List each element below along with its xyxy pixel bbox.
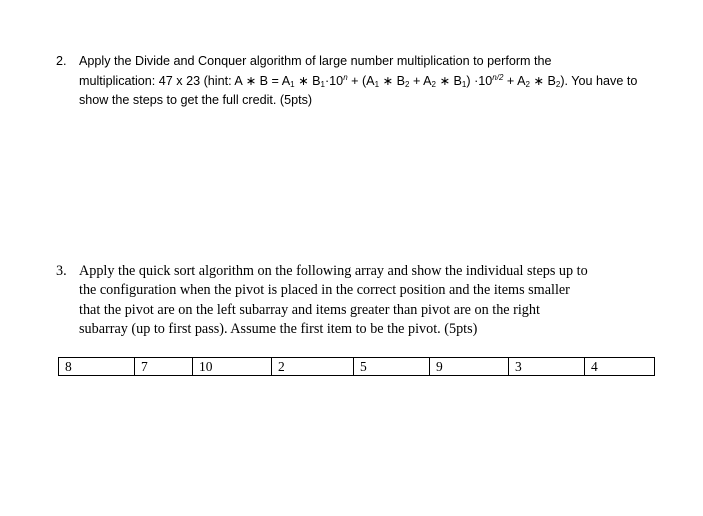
array-cell: 9 bbox=[430, 358, 509, 375]
hint-text: + A bbox=[503, 73, 526, 88]
question-3-line-4: subarray (up to first pass). Assume the first item to be the pivot. (5pts) bbox=[79, 321, 478, 338]
hint-text: ∗ B bbox=[294, 73, 321, 88]
question-3-line-1: Apply the quick sort algorithm on the following array and show the individual steps up to bbox=[79, 263, 588, 279]
question-3 bbox=[56, 262, 666, 340]
question-3-text bbox=[79, 262, 666, 340]
question-2-number: 2. bbox=[56, 54, 67, 68]
array-cell: 3 bbox=[509, 358, 585, 375]
superscript: n/2 bbox=[492, 72, 504, 82]
question-3-number: 3. bbox=[56, 263, 67, 279]
question-2-line-2 bbox=[79, 72, 656, 92]
hint-text: ). You have to bbox=[560, 73, 638, 88]
array-cell: 4 bbox=[591, 359, 598, 374]
hint-text: + A bbox=[409, 73, 432, 88]
hint-text: ∗ B bbox=[435, 73, 462, 88]
hint-text: + (A bbox=[347, 73, 375, 88]
hint-text: multiplication: 47 x 23 (hint: A ∗ B = A bbox=[79, 73, 291, 88]
subscript: 2 bbox=[405, 79, 410, 89]
array-cell: 10 bbox=[193, 358, 272, 375]
array-cell: 7 bbox=[135, 358, 193, 375]
question-3-line-3: that the pivot are on the left subarray and items greater than pivot are on the right bbox=[79, 301, 540, 318]
array-cell: 8 bbox=[59, 358, 135, 375]
array-table bbox=[58, 357, 655, 376]
question-2-text bbox=[79, 52, 656, 111]
hint-text: ∗ B bbox=[529, 73, 556, 88]
question-2 bbox=[56, 52, 656, 111]
subscript: 1 bbox=[320, 79, 325, 89]
subscript: 2 bbox=[525, 79, 530, 89]
subscript: 2 bbox=[555, 79, 561, 89]
question-2-line-1: Apply the Divide and Conquer algorithm of large number multiplication to perform the bbox=[79, 54, 552, 68]
question-3-line-2: the configuration when the pivot is placed in the correct position and the items smaller bbox=[79, 282, 570, 299]
array-cell: 2 bbox=[272, 358, 354, 375]
hint-text: ∗ B bbox=[379, 73, 405, 88]
array-cell: 5 bbox=[354, 358, 430, 375]
hint-text: ·10 bbox=[324, 73, 344, 88]
question-2-line-3: show the steps to get the full credit. (5pts) bbox=[79, 93, 313, 107]
subscript: 1 bbox=[461, 79, 467, 89]
superscript: n bbox=[343, 72, 348, 82]
hint-text: ) ·10 bbox=[466, 73, 493, 88]
subscript: 1 bbox=[290, 79, 295, 89]
subscript: 1 bbox=[374, 79, 380, 89]
subscript: 2 bbox=[431, 79, 436, 89]
